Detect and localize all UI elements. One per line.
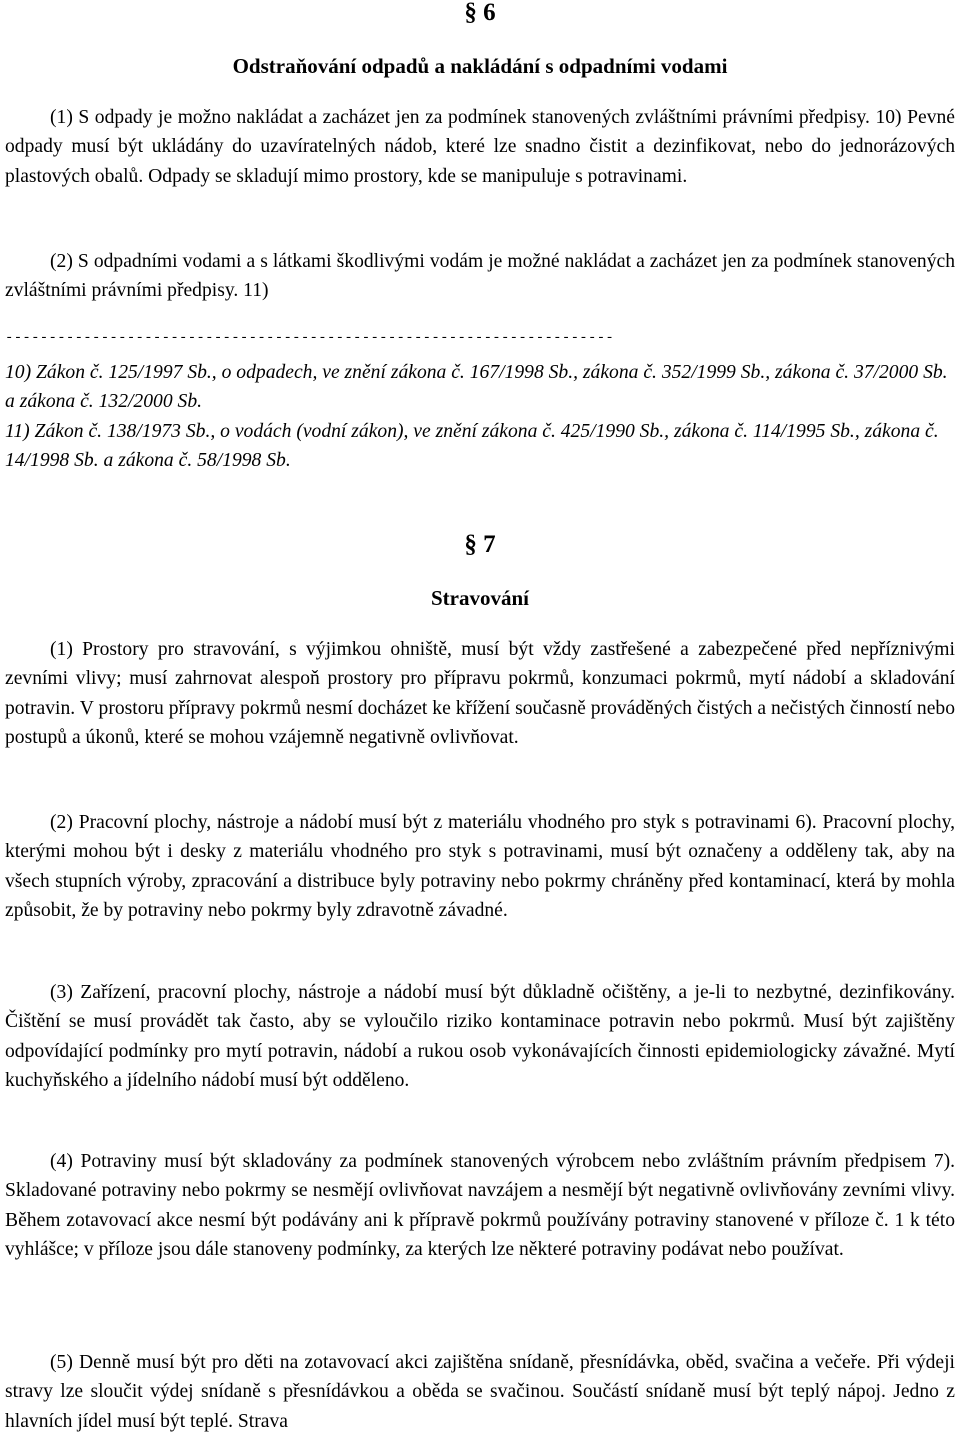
section-7-paragraph-2: (2) Pracovní plochy, nástroje a nádobí musí být z materiálu vhodného pro styk s potravinami 6). Pracovní plochy, kterými mohou být i desky z materiálu vhodného pro styk s potravinami, musí být označeny a odděleny tak, aby na všech stupních výroby, zpracování a distribuce byly potraviny nebo pokrmy chráněny před kontaminací, která by mohla způsobit, že by potraviny nebo pokrmy byly zdravotně závadné. bbox=[5, 812, 955, 922]
section-6-paragraph-1: (1) S odpady je možno nakládat a zacházet jen za podmínek stanovených zvláštními právními předpisy. 10) Pevné odpady musí být ukládány do uzavíratelných nádob, které lze snadno čistit a dezinfikovat, nebo do jednorázových plastových obalů. Odpady se skladují mimo prostory, kde se manipuluje s potravinami. bbox=[5, 107, 955, 187]
section-7-paragraph-3: (3) Zařízení, pracovní plochy, nástroje a nádobí musí být důkladně očištěny, a je-li to nezbytné, dezinfikovány. Čištění se musí provádět tak často, aby se vyloučilo riziko kontaminace potravin nebo pokrmů. Musí být zajištěny odpovídající podmínky pro mytí potravin, nádobí a rukou osob vykonávajících činnosti epidemiologicky závažné. Mytí kuchyňského a jídelního nádobí musí být odděleno. bbox=[5, 982, 955, 1092]
section-7-title: Stravování bbox=[430, 586, 529, 610]
section-7-paragraph-4: (4) Potraviny musí být skladovány za podmínek stanovených výrobcem nebo zvláštním právním předpisem 7). Skladované potraviny nebo pokrmy se nesmějí ovlivňovat navzájem a nesmějí být negativně ovlivňovány zevními vlivy. Během zotavovací akce nesmí být podávány ani k přípravě pokrmů používány potraviny stanovené v příloze č. 1 k této vyhlášce; v příloze jsou dále stanoveny podmínky, za kterých lze některé potraviny podávat nebo používat. bbox=[5, 1151, 955, 1261]
footnote-10: 10) Zákon č. 125/1997 Sb., o odpadech, ve znění zákona č. 167/1998 Sb., zákona č. 352/1999 Sb., zákona č. 37/2000 Sb. a zákona č. 132/2000 Sb. bbox=[5, 362, 948, 413]
section-6-symbol: § 6 bbox=[464, 0, 496, 26]
section-6-title: Odstraňování odpadů a nakládání s odpadními vodami bbox=[232, 54, 728, 78]
footnote-separator: ---------------------------------------------------------------------- bbox=[5, 330, 615, 346]
section-7-paragraph-1: (1) Prostory pro stravování, s výjimkou ohniště, musí být vždy zastřešené a zabezpečené před nepříznivými zevními vlivy; musí zahrnovat alespoň prostory pro přípravu pokrmů, konzumaci pokrmů, mytí nádobí a skladování potravin. V prostoru přípravy pokrmů nesmí docházet ke křížení současně prováděných čistých a nečistých činností nebo postupů a úkonů, které se mohou vzájemně negativně ovlivňovat. bbox=[5, 639, 955, 749]
footnote-11: 11) Zákon č. 138/1973 Sb., o vodách (vodní zákon), ve znění zákona č. 425/1990 Sb., zákona č. 114/1995 Sb., zákona č. 14/1998 Sb. a zákona č. 58/1998 Sb. bbox=[5, 421, 939, 472]
section-7-symbol: § 7 bbox=[464, 531, 496, 558]
section-7-paragraph-5: (5) Denně musí být pro děti na zotavovací akci zajištěna snídaně, přesnídávka, oběd, svačina a večeře. Při výdeji stravy lze sloučit výdej snídaně s přesnídávkou a oběda se svačinou. Součástí snídaně musí být teplý nápoj. Jedno z hlavních jídel musí být teplé. Strava bbox=[5, 1352, 955, 1432]
section-6-paragraph-2: (2) S odpadními vodami a s látkami škodlivými vodám je možné nakládat a zacházet jen za podmínek stanovených zvláštními právními předpisy. 11) bbox=[5, 251, 955, 302]
